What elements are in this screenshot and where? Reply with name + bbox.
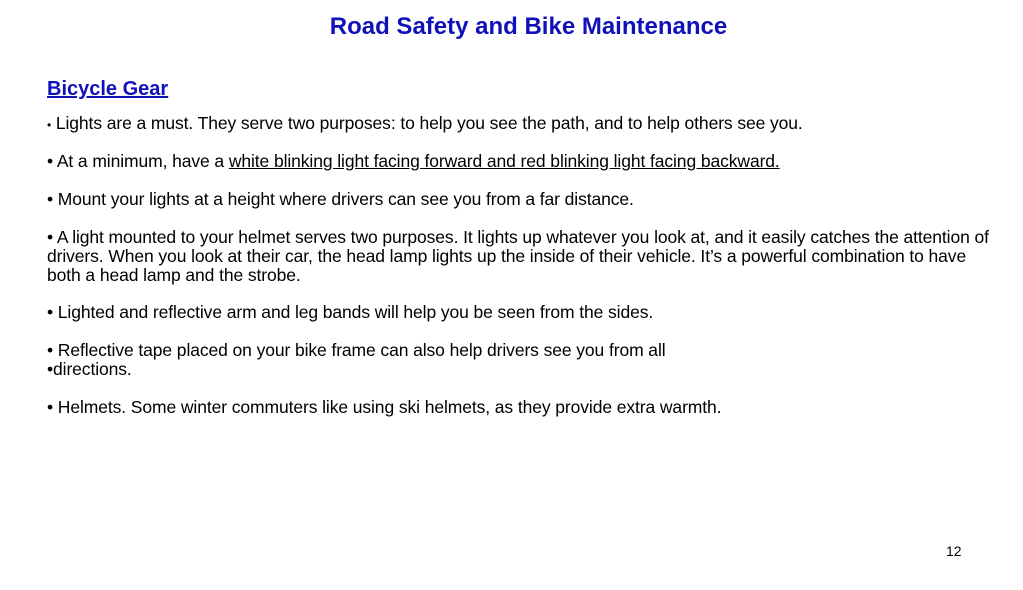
slide-title: Road Safety and Bike Maintenance	[329, 13, 728, 40]
bullet-marker: •	[47, 118, 52, 132]
bullet-reflective-tape	[47, 341, 999, 379]
bullet-text: • At a minimum, have a	[47, 151, 229, 171]
section-heading-bicycle-gear: Bicycle Gear	[47, 78, 169, 100]
underlined-text: white blinking light facing forward and red blinking light facing backward.	[228, 151, 780, 171]
bullet-text-line: • Reflective tape placed on your bike frame can also help drivers see you from all	[47, 340, 666, 360]
bullet-helmet-light: • A light mounted to your helmet serves two purposes. It lights up whatever you look at, and it easily catches the attention of drivers. When you look at their car, the head lamp lights up the inside of their vehicle. It’s a powerful combination to have both a head lamp and the strobe.	[47, 227, 989, 285]
bullet-arm-leg-bands: • Lighted and reflective arm and leg bands will help you be seen from the sides.	[47, 302, 654, 322]
bullet-mount-height: • Mount your lights at a height where drivers can see you from a far distance.	[47, 189, 634, 209]
bullet-text: Lights are a must. They serve two purposes: to help you see the path, and to help others see you.	[51, 113, 803, 133]
bullet-minimum-lights	[47, 152, 999, 171]
bullet-helmets: • Helmets. Some winter commuters like using ski helmets, as they provide extra warmth.	[47, 397, 722, 417]
page-number: 12	[946, 543, 962, 559]
bullet-text-line: •directions.	[47, 359, 132, 379]
bullet-lights-must	[47, 114, 999, 135]
